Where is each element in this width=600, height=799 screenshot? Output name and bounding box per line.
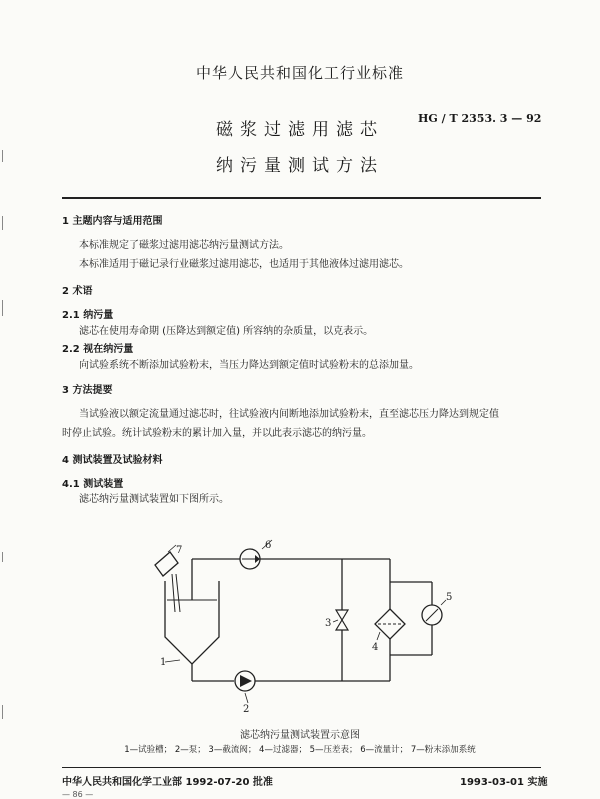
leader-3 [333,620,338,622]
section-1-para-1: 本标准规定了磁浆过滤用滤芯纳污量测试方法。 [79,240,289,251]
leader-7 [168,545,176,552]
label-2: 2 [243,704,250,715]
section-4-heading: 4 测试装置及试验材料 [62,455,163,466]
term-2-1-heading: 2.1 纳污量 [62,310,114,321]
leader-2 [245,693,248,703]
leader-1 [165,660,180,662]
shut-off-valve [336,610,348,620]
term-2-2-heading: 2.2 视在纳污量 [62,344,134,355]
label-7: 7 [176,545,183,556]
standard-code: HG / T 2353. 3 — 92 [418,112,542,125]
term-2-1-text: 滤芯在使用寿命期 (压降达到额定值) 所容纳的杂质量，以克表示。 [79,326,374,337]
label-1: 1 [160,657,167,668]
gauge-needle [426,609,438,621]
footer-rule [62,767,541,768]
label-5: 5 [446,592,453,603]
pump-arrow [240,675,252,687]
title-line-1: 磁浆过滤用滤芯 [216,120,384,140]
section-4-1-heading: 4.1 测试装置 [62,479,124,490]
label-6: 6 [265,540,272,551]
label-3: 3 [325,618,332,629]
label-4: 4 [372,642,379,653]
section-4-1-text: 滤芯纳污量测试装置如下图所示。 [79,494,229,505]
implementation-date: 1993-03-01 实施 [460,777,548,788]
powder-stream [172,574,175,612]
diagram-caption: 滤芯纳污量测试装置示意图 [240,730,360,741]
approval-note: 中华人民共和国化学工业部 1992-07-20 批准 [62,777,273,788]
section-2-heading: 2 术语 [62,286,93,297]
page-number: — 86 — [62,790,94,799]
section-1-para-2: 本标准适用于磁记录行业磁浆过滤用滤芯，也适用于其他液体过滤用滤芯。 [79,259,409,270]
leader-4 [377,632,380,640]
diagram-legend: 1—试验槽； 2—泵； 3—截流阀； 4—过滤器； 5—压差表； 6—流量计； 7—粉末添加系统 [124,745,476,755]
section-3-para-1: 当试验液以额定流量通过滤芯时，往试验液内间断地添加试验粉末，直至滤芯压力降达到规定值 [79,409,499,420]
powder-feeder [155,552,178,576]
term-2-2-text: 向试验系统不断添加试验粉末，当压力降达到额定值时试验粉末的总添加量。 [79,360,419,371]
standard-name: 中华人民共和国化工行业标准 [195,64,404,82]
section-3-heading: 3 方法提要 [62,385,113,396]
title-line-2: 纳污量测试方法 [216,156,384,176]
section-1-heading: 1 主题内容与适用范围 [62,216,163,227]
section-3-para-2: 时停止试验。统计试验粉末的累计加入量，并以此表示滤芯的纳污量。 [62,428,372,439]
